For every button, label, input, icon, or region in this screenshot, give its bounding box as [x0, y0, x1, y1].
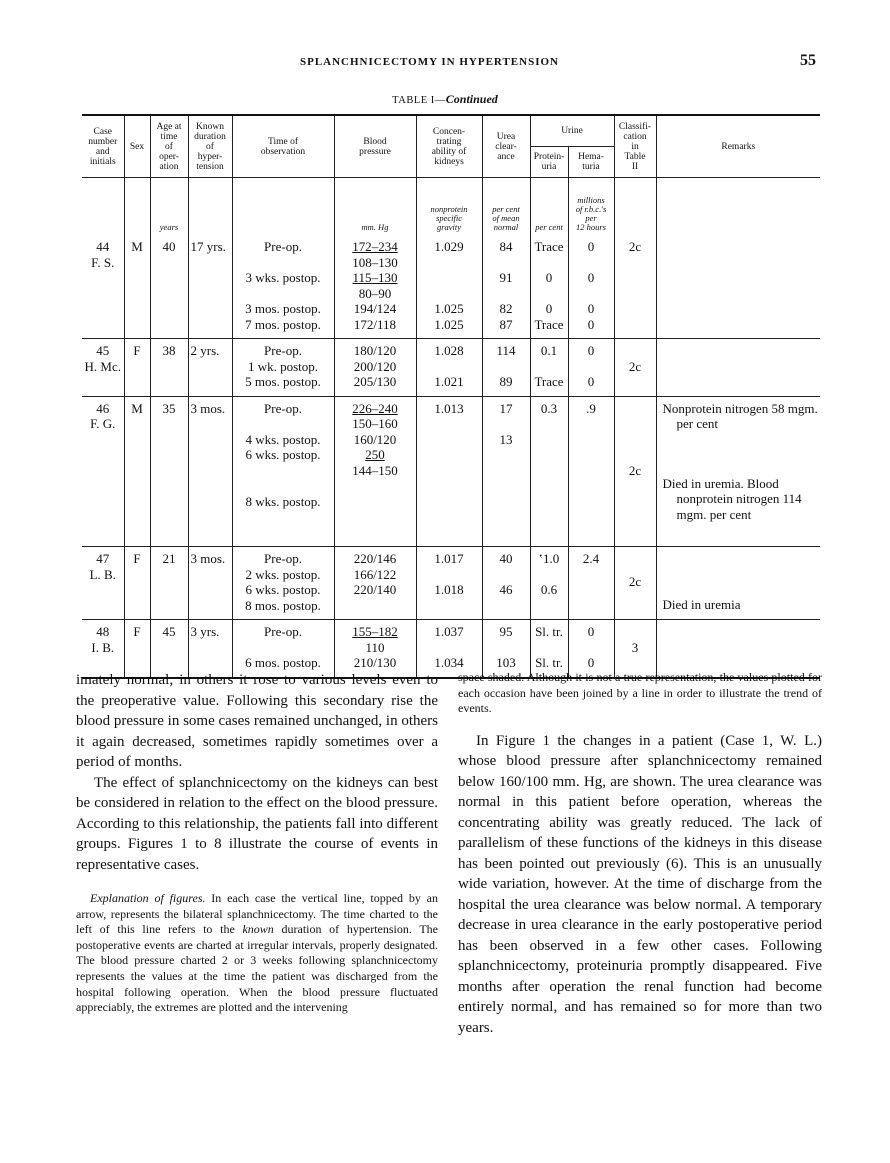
time-cell: Pre-op. 1 wk. postop. 5 mos. postop.	[232, 339, 334, 397]
header-urine: Urine	[530, 115, 614, 147]
header-blood-pressure: Blood pressure	[334, 115, 416, 178]
unit-bp: mm. Hg	[334, 178, 416, 236]
time-cell: Pre-op. 6 mos. postop.	[232, 620, 334, 678]
body-paragraph: The effect of splanchnicectomy on the kidneys can best be considered in relation to the effect on the blood pressure. According to this relationship, the patients fall into different groups. Figures 1 to 8 illustrate the course of events in representative cases.	[76, 774, 438, 873]
case-cell: 48 I. B.	[82, 620, 124, 678]
table-title	[0, 92, 890, 107]
unit-hema: millions of r.b.c.'s per 12 hours	[568, 178, 614, 236]
table-row	[82, 547, 820, 620]
header-remarks: Remarks	[656, 115, 820, 178]
bp-cell: 172–234 108–130 115–130 80–90 194/124 172/118	[334, 235, 416, 339]
age-cell: 21	[150, 547, 188, 620]
class-cell: 2c	[614, 235, 656, 339]
header-time: Time of observation	[232, 115, 334, 178]
remark-text: Nonprotein nitrogen 58 mgm. per cent	[662, 400, 818, 431]
remarks-cell	[656, 235, 820, 339]
class-cell: 2c	[614, 339, 656, 397]
hema-cell: 2.4	[568, 547, 614, 620]
figure-explanation: Explanation of figures. In each case the vertical line, topped by an arrow, represents the bilateral splanchnicectomy. The time charted to the left of this line refers to the known duration of hypertension. The postoperative events are charted at irregular intervals, properly designated. The blood pressure charted 2 or 3 weeks following splanchnicectomy represents the values at the time the patient was discharged from the hospital following operation. When the blood pressure fluctuated appreciably, the extremes are plotted and the intervening	[76, 891, 438, 1015]
time-cell: Pre-op. 3 wks. postop. 3 mos. postop. 7 mos. postop.	[232, 235, 334, 339]
unit-protein: per cent	[530, 178, 568, 236]
right-column	[458, 670, 822, 1038]
bp-cell: 180/120 200/120 205/130	[334, 339, 416, 397]
header-classification: Classifi- cation in Table II	[614, 115, 656, 178]
conc-cell: 1.013	[416, 396, 482, 547]
bp-cell: 155–182 110 210/130	[334, 620, 416, 678]
remark-text: Died in uremia. Blood nonprotein nitrogen 114 mgm. per cent	[662, 475, 802, 522]
header-age: Age at time of oper- ation	[150, 115, 188, 178]
known-cell: 17 yrs.	[188, 235, 232, 339]
sex-cell: M	[124, 396, 150, 547]
unit-conc: nonprotein specific gravity	[416, 178, 482, 236]
time-cell: Pre-op. 2 wks. postop. 6 wks. postop. 8 mos. postop.	[232, 547, 334, 620]
conc-cell: 1.029 1.025 1.025	[416, 235, 482, 339]
table-row	[82, 339, 820, 397]
urea-cell: 17 13	[482, 396, 530, 547]
known-cell: 3 mos.	[188, 547, 232, 620]
header-sex: Sex	[124, 115, 150, 178]
protein-cell: 0.1 Trace	[530, 339, 568, 397]
page-number: 55	[800, 52, 816, 69]
urea-cell: 95 103	[482, 620, 530, 678]
body-paragraph: imately normal; in others it rose to various levels even to the preoperative value. Following this secondary rise the blood pressure in some cases remained unchanged, in others it again decreased, sometimes rapidly sometimes over a period of months.	[76, 672, 438, 770]
units-row	[82, 178, 820, 236]
case-cell: 47 L. B.	[82, 547, 124, 620]
header-urea: Urea clear- ance	[482, 115, 530, 178]
protein-cell: Trace 0 0 Trace	[530, 235, 568, 339]
protein-cell: Sl. tr. Sl. tr.	[530, 620, 568, 678]
figure-explanation-cont: space shaded. Although it is not a true representation, the values plotted for each occasion have been joined by a line in order to illustrate the trend of events.	[458, 670, 822, 716]
table-row	[82, 620, 820, 678]
protein-cell: 0.3	[530, 396, 568, 547]
remarks-cell	[656, 396, 820, 547]
unit-urea: per cent of mean normal	[482, 178, 530, 236]
header-proteinuria: Protein- uria	[530, 147, 568, 178]
body-paragraph: In Figure 1 the changes in a patient (Case 1, W. L.) whose blood pressure after splanchnicectomy remained below 160/100 mm. Hg, are shown. The urea clearance was normal in this patient before operation, whereas the concentrating ability was greatly reduced. The lack of parallelism of these functions of the kidneys in this disease has been pointed out previously (6). This is an unusually wide variation, however. At the time of discharge from the hospital the urea clearance was below normal. A temporary decrease in urea clearance in the early postoperative period has been observed in a few other cases. Following splanchnicectomy, proteinuria promptly disappeared. Five months after operation the renal function had become entirely normal, and has remained so for more than two years.	[458, 732, 822, 1036]
header-case: Case number and initials	[82, 115, 124, 178]
hema-cell: .9	[568, 396, 614, 547]
sex-cell: M	[124, 235, 150, 339]
sex-cell: F	[124, 339, 150, 397]
time-cell: Pre-op. 4 wks. postop. 6 wks. postop. 8 wks. postop.	[232, 396, 334, 547]
sex-cell: F	[124, 620, 150, 678]
hema-cell: 0 0 0 0	[568, 235, 614, 339]
hema-cell: 0 0	[568, 339, 614, 397]
conc-cell: 1.037 1.034	[416, 620, 482, 678]
conc-cell: 1.028 1.021	[416, 339, 482, 397]
unit-age: years	[150, 178, 188, 236]
age-cell: 35	[150, 396, 188, 547]
sex-cell: F	[124, 547, 150, 620]
header-hematuria: Hema- turia	[568, 147, 614, 178]
hema-cell: 0 0	[568, 620, 614, 678]
age-cell: 38	[150, 339, 188, 397]
table-label: TABLE I—	[392, 95, 446, 106]
table-row	[82, 235, 820, 339]
left-column	[76, 670, 438, 1016]
bp-cell: 220/146 166/122 220/140	[334, 547, 416, 620]
case-cell: 45 H. Mc.	[82, 339, 124, 397]
conc-cell: 1.017 1.018	[416, 547, 482, 620]
class-cell: 2c	[614, 547, 656, 620]
table-row	[82, 396, 820, 547]
remarks-cell	[656, 620, 820, 678]
urea-cell: 114 89	[482, 339, 530, 397]
bp-cell: 226–240 150–160 160/120 250 144–150	[334, 396, 416, 547]
known-cell: 2 yrs.	[188, 339, 232, 397]
running-title: SPLANCHNICECTOMY IN HYPERTENSION	[300, 56, 559, 68]
urea-cell: 40 46	[482, 547, 530, 620]
case-cell: 46 F. G.	[82, 396, 124, 547]
table-continued: Continued	[445, 92, 498, 106]
header-concentrating: Concen- trating ability of kidneys	[416, 115, 482, 178]
class-cell: 2c	[614, 396, 656, 547]
protein-cell: ʽ1.0 0.6	[530, 547, 568, 620]
data-table	[82, 114, 820, 679]
age-cell: 40	[150, 235, 188, 339]
case-cell: 44 F. S.	[82, 235, 124, 339]
header-known-duration: Known duration of hyper- tension	[188, 115, 232, 178]
known-cell: 3 mos.	[188, 396, 232, 547]
class-cell: 3	[614, 620, 656, 678]
remarks-cell	[656, 339, 820, 397]
urea-cell: 84 91 82 87	[482, 235, 530, 339]
age-cell: 45	[150, 620, 188, 678]
known-cell: 3 yrs.	[188, 620, 232, 678]
remarks-cell: Died in uremia	[656, 547, 820, 620]
